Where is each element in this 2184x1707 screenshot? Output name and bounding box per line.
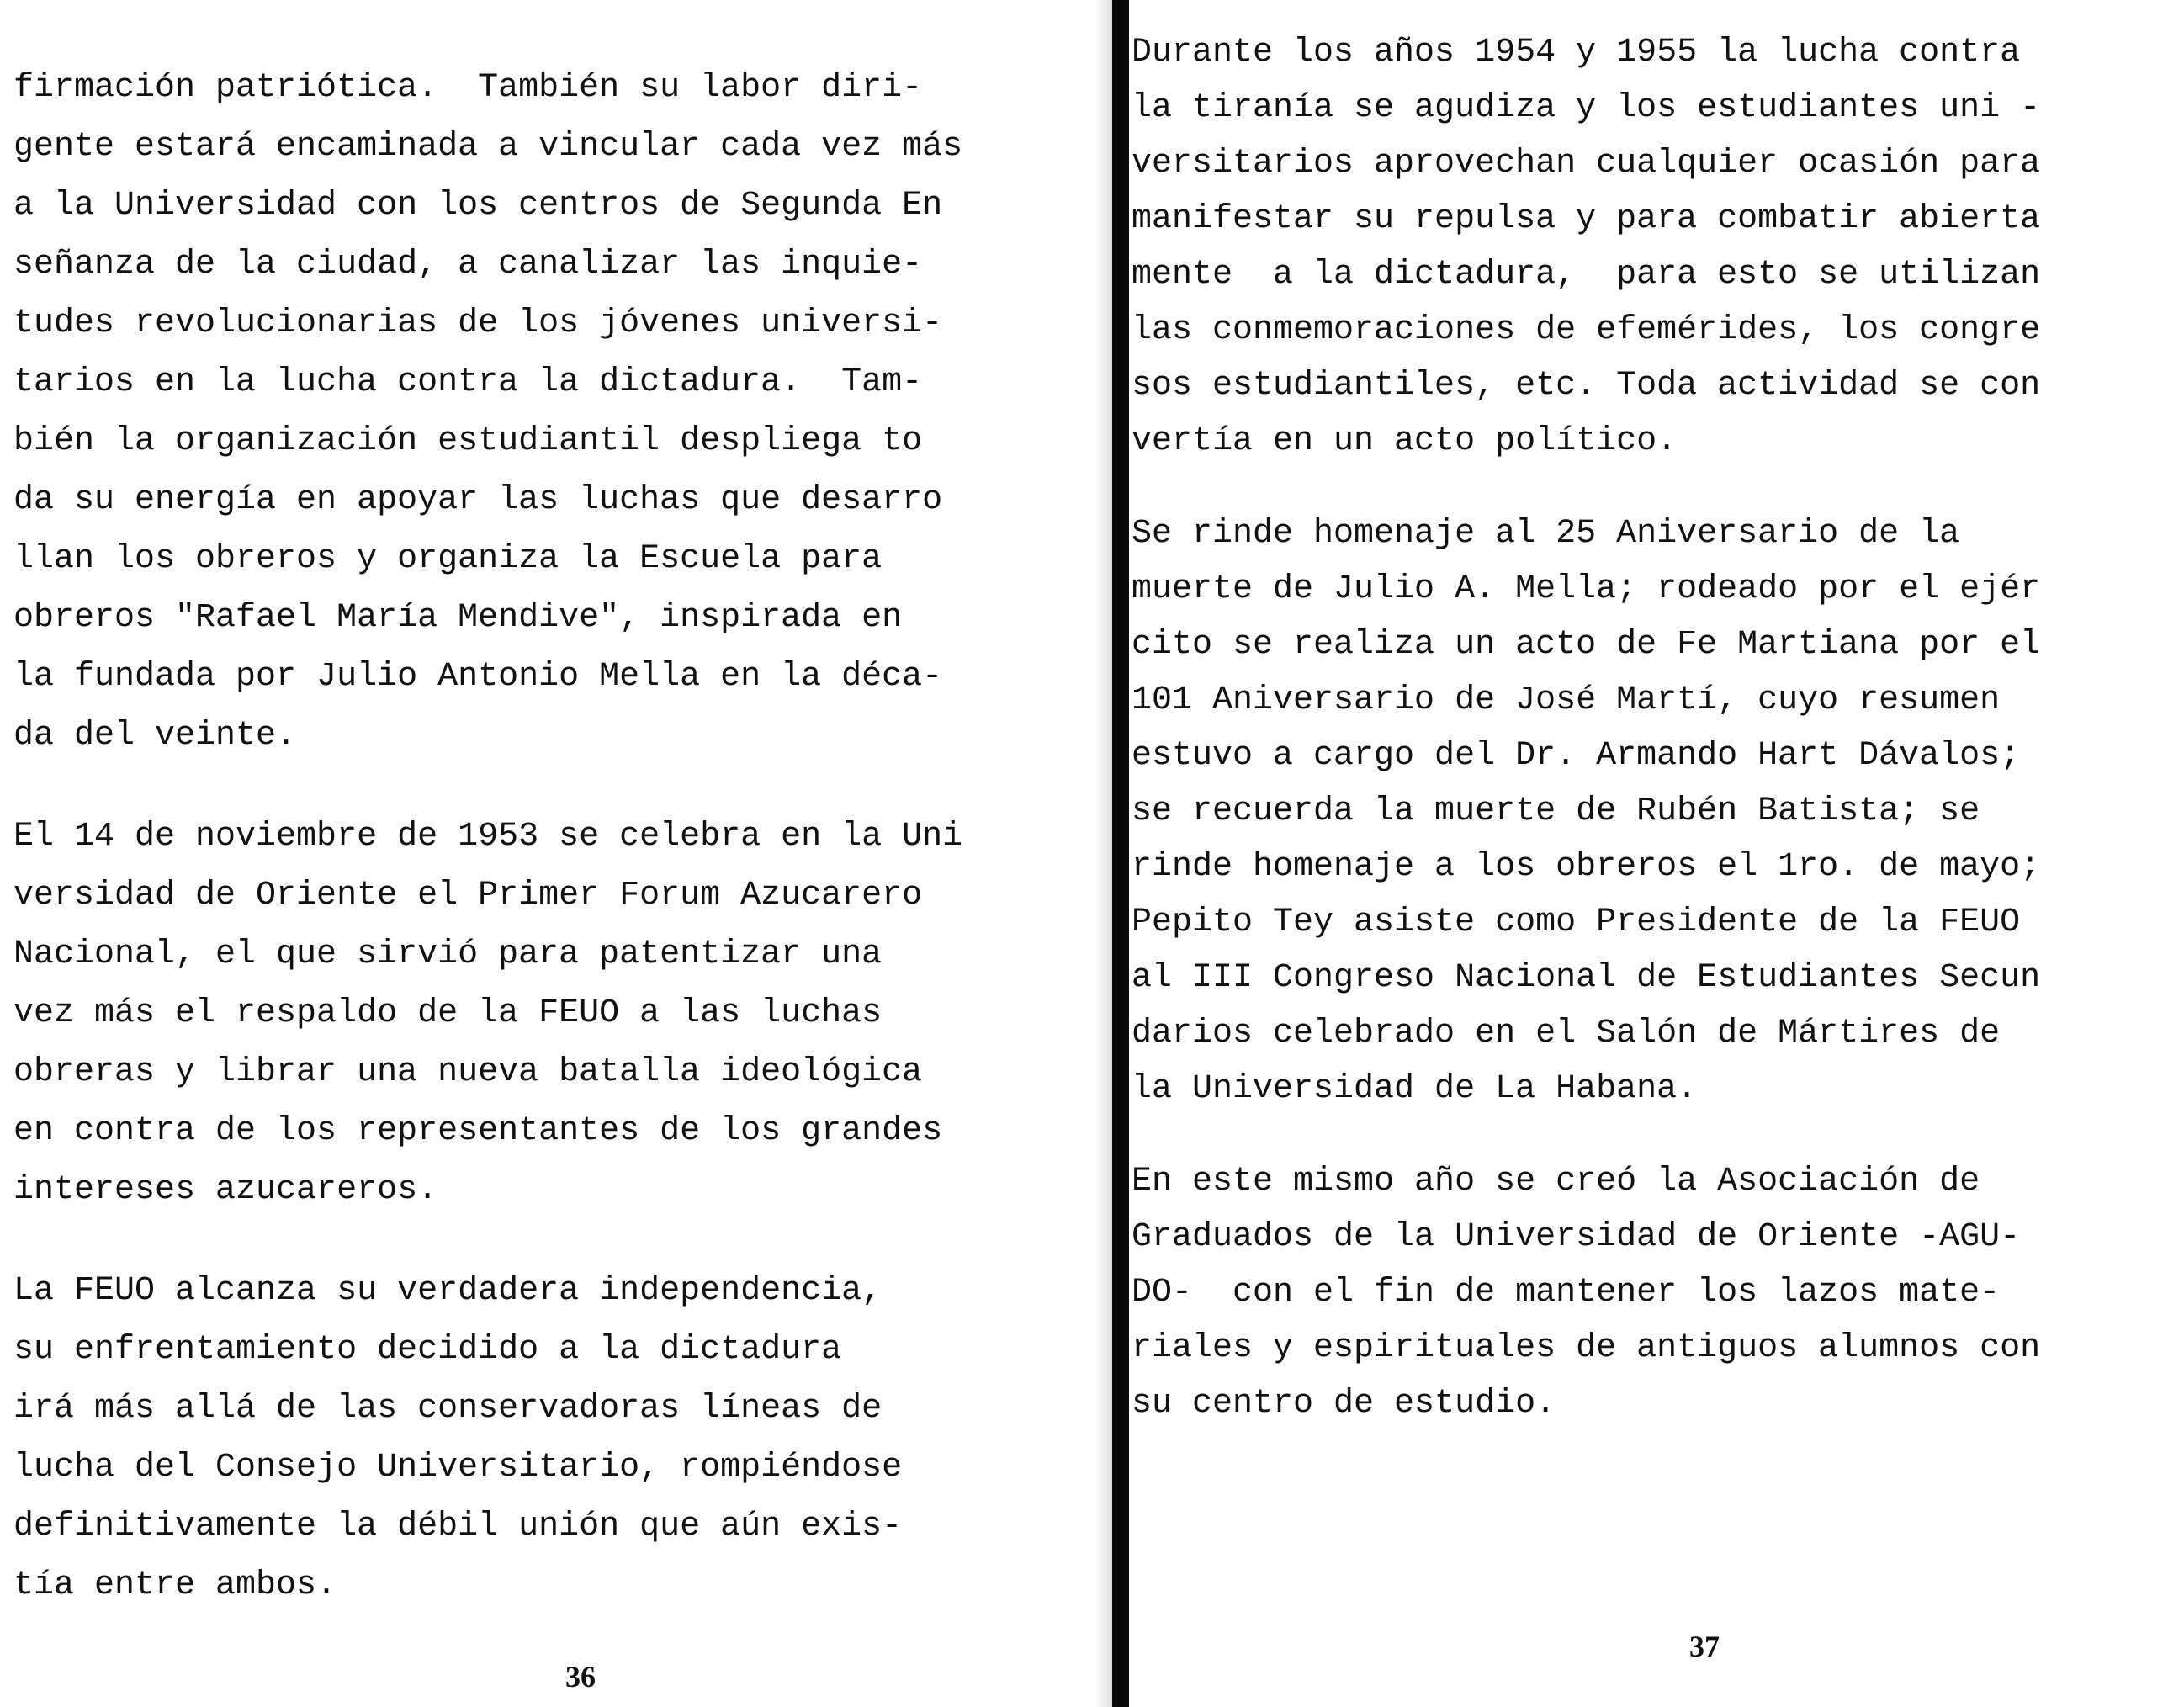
text-line: obreros "Rafael María Mendive", inspirada en xyxy=(13,599,903,637)
paragraph xyxy=(13,1262,1082,1615)
paragraph xyxy=(1132,506,2158,1117)
text-line: versidad de Oriente el Primer Forum Azucarero xyxy=(13,877,923,914)
text-line: intereses azucareros. xyxy=(13,1171,438,1209)
text-line: cito se realiza un acto de Fe Martiana por el xyxy=(1132,626,2041,664)
text-line: la tiranía se agudiza y los estudiantes uni - xyxy=(1132,89,2041,127)
text-line: Graduados de la Universidad de Oriente -AGU- xyxy=(1132,1218,2021,1256)
text-line: sos estudiantiles, etc. Toda actividad se con xyxy=(1132,367,2041,405)
paragraph xyxy=(1132,25,2158,469)
page-number-left: 36 xyxy=(565,1660,596,1694)
text-line: Nacional, el que sirvió para patentizar una xyxy=(13,936,883,973)
text-line: darios celebrado en el Salón de Mártires de xyxy=(1132,1015,2001,1052)
text-line: DO- con el fin de mantener los lazos mate- xyxy=(1132,1274,2001,1312)
text-line: riales y espirituales de antiguos alumnos con xyxy=(1132,1329,2041,1367)
text-line: da su energía en apoyar las luchas que desarro xyxy=(13,481,943,519)
text-line: tudes revolucionarias de los jóvenes universi- xyxy=(13,305,943,342)
right-page-text xyxy=(1132,25,2158,1469)
text-line: firmación patriótica. También su labor diri- xyxy=(13,69,923,107)
text-line: lucha del Consejo Universitario, rompiéndose xyxy=(13,1449,903,1487)
text-line: El 14 de noviembre de 1953 se celebra en la Uni xyxy=(13,818,963,856)
text-line: a la Universidad con los centros de Segunda En xyxy=(13,187,943,225)
text-line: Se rinde homenaje al 25 Aniversario de la xyxy=(1132,515,1960,553)
text-line: gente estará encaminada a vincular cada vez más xyxy=(13,128,963,166)
text-line: vez más el respaldo de la FEUO a las luchas xyxy=(13,994,883,1032)
text-line: al III Congreso Nacional de Estudiantes Secun xyxy=(1132,959,2041,997)
text-line: Pepito Tey asiste como Presidente de la FEUO xyxy=(1132,904,2021,941)
text-line: vertía en un acto político. xyxy=(1132,422,1678,460)
text-line: rinde homenaje a los obreros el 1ro. de mayo; xyxy=(1132,848,2041,886)
left-page-text xyxy=(13,59,1082,1657)
right-page xyxy=(1132,0,2166,1707)
text-line: señanza de la ciudad, a canalizar las inquie- xyxy=(13,246,923,284)
text-line: da del veinte. xyxy=(13,717,297,755)
paragraph xyxy=(13,808,1082,1220)
text-line: estuvo a cargo del Dr. Armando Hart Dávalos; xyxy=(1132,737,2021,775)
text-line: bién la organización estudiantil despliega to xyxy=(13,422,923,460)
text-line: En este mismo año se creó la Asociación de xyxy=(1132,1163,1980,1201)
text-line: muerte de Julio A. Mella; rodeado por el ejér xyxy=(1132,570,2041,608)
text-line: tía entre ambos. xyxy=(13,1567,337,1604)
page-number-right: 37 xyxy=(1689,1630,1720,1663)
text-line: definitivamente la débil unión que aún exis- xyxy=(13,1508,903,1545)
text-line: se recuerda la muerte de Rubén Batista; se xyxy=(1132,793,1980,830)
text-line: Durante los años 1954 y 1955 la lucha contra xyxy=(1132,34,2021,72)
paragraph xyxy=(13,59,1082,766)
text-line: en contra de los representantes de los grandes xyxy=(13,1112,943,1150)
binding-shadow xyxy=(1094,0,1112,1707)
text-line: su enfrentamiento decidido a la dictadura xyxy=(13,1331,842,1369)
text-line: manifestar su repulsa y para combatir abierta xyxy=(1132,200,2041,238)
text-line: versitarios aprovechan cualquier ocasión para xyxy=(1132,145,2041,183)
text-line: su centro de estudio. xyxy=(1132,1385,1556,1423)
text-line: La FEUO alcanza su verdadera independencia, xyxy=(13,1272,883,1310)
paragraph xyxy=(1132,1154,2158,1432)
text-line: llan los obreros y organiza la Escuela para xyxy=(13,540,883,578)
text-line: la Universidad de La Habana. xyxy=(1132,1070,1698,1108)
text-line: la fundada por Julio Antonio Mella en la déca- xyxy=(13,658,943,696)
text-line: las conmemoraciones de efemérides, los congre xyxy=(1132,311,2041,349)
text-line: irá más allá de las conservadoras líneas de xyxy=(13,1390,883,1428)
text-line: 101 Aniversario de José Martí, cuyo resumen xyxy=(1132,681,2001,719)
page-gutter-divider xyxy=(1112,0,1129,1707)
text-line: mente a la dictadura, para esto se utilizan xyxy=(1132,256,2041,294)
text-line: tarios en la lucha contra la dictadura. Tam- xyxy=(13,363,923,401)
text-line: obreras y librar una nueva batalla ideológica xyxy=(13,1053,923,1091)
